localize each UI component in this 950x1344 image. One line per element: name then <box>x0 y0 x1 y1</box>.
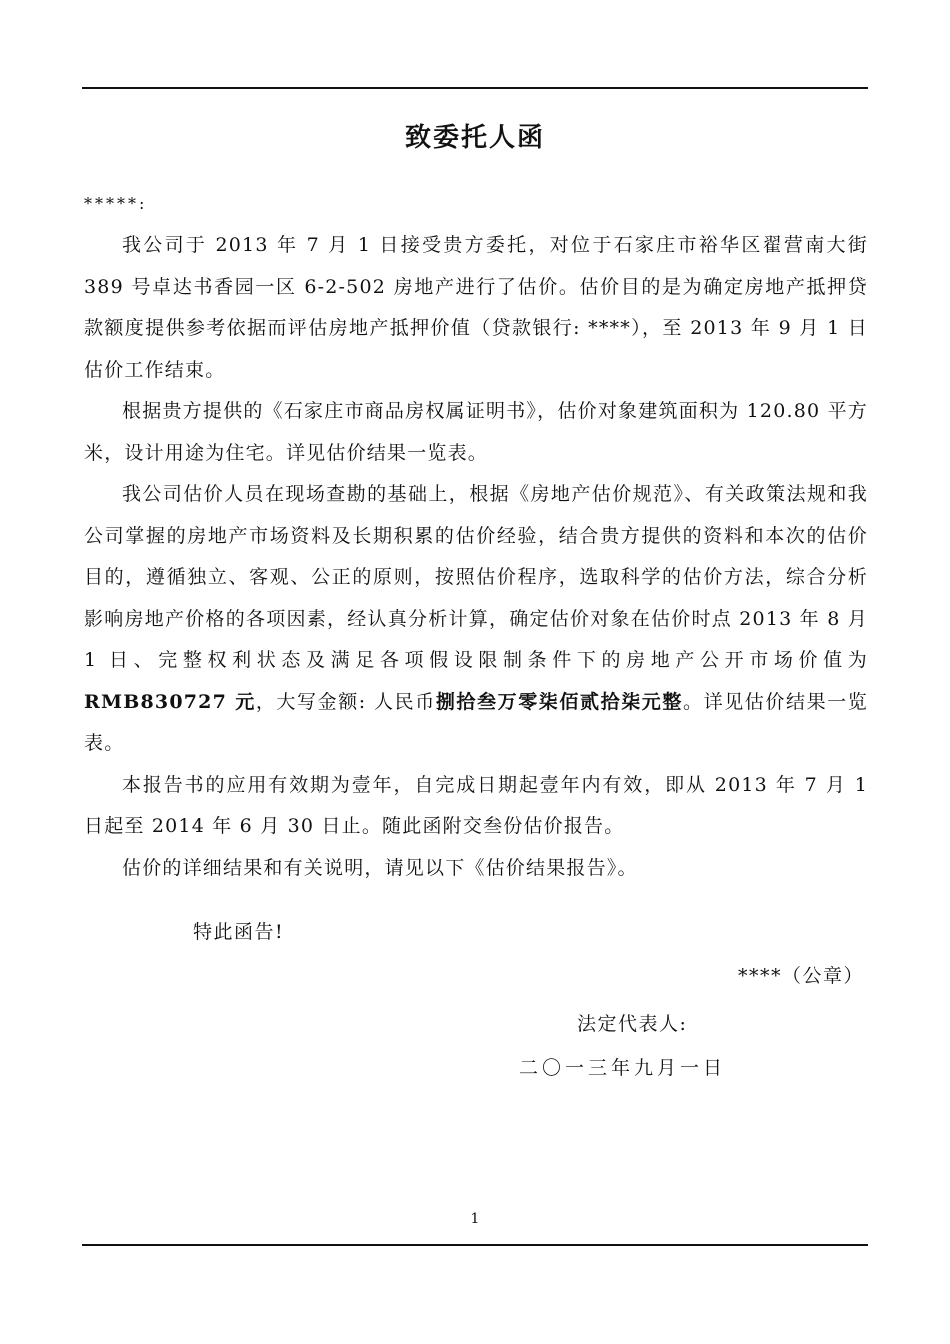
page-number: 1 <box>470 1211 480 1227</box>
paragraph-property-area <box>84 391 868 474</box>
paragraph-text: ，大写金额: 人民币 <box>255 690 436 713</box>
letter-date: 二〇一三年九月一日 <box>519 1057 727 1079</box>
header-rule <box>82 87 868 89</box>
paragraph-text: 我公司估价人员在现场查勘的基础上，根据《房地产估价规范》、有关政策法规和我公司掌握的房地产市场资料及长期积累的估价经验，结合贵方提供的资料和本次的估价目的，遵循独立、客观、公正的原则，按照估价程序，选取科学的估价方法，综合分析影响房地产价格的各项因素，经认真分析计算，确定估价对象在估价时点 2013 年 8 月 1 日、完整权利状态及满足各项假设限制条件下的房地产公开市场价值为 <box>84 483 868 671</box>
paragraph-text: 我公司于 2013 年 7 月 1 日接受贵方委托，对位于石家庄市裕华区翟营南大街 389 号卓达书香园一区 6-2-502 房地产进行了估价。估价目的是为确定房地产抵押贷款额度提供参考依据而评估房地产抵押价值（贷款银行: ****），至 2013 年 9 月 1 日估价工作结束。 <box>84 234 868 381</box>
valuation-amount-in-words: 捌拾叁万零柒佰贰拾柒元整 <box>435 690 683 713</box>
closing-remark: 特此函告! <box>193 921 285 943</box>
footer-rule <box>82 1244 868 1246</box>
paragraph-text: 。详见估价结果一览表。 <box>84 690 868 754</box>
letter-body <box>84 225 868 889</box>
salutation: *****: <box>84 194 148 213</box>
paragraph-reference <box>84 848 868 890</box>
paragraph-validity <box>84 765 868 848</box>
paragraph-text: 估价的详细结果和有关说明，请见以下《估价结果报告》。 <box>122 856 638 879</box>
paragraph-valuation <box>84 474 868 765</box>
paragraph-text: 本报告书的应用有效期为壹年，自完成日期起壹年内有效，即从 2013 年 7 月 1 日起至 2014 年 6 月 30 日止。随此函附交叁份估价报告。 <box>84 773 868 837</box>
paragraph-commission <box>84 225 868 391</box>
legal-representative-label: 法定代表人: <box>577 1013 688 1035</box>
paragraph-text: 根据贵方提供的《石家庄市商品房权属证明书》，估价对象建筑面积为 120.80 平方米，设计用途为住宅。详见估价结果一览表。 <box>84 400 868 464</box>
page-title: 致委托人函 <box>404 123 545 153</box>
company-seal-line: ****（公章） <box>737 965 864 987</box>
valuation-amount: RMB830727 元 <box>84 690 256 713</box>
